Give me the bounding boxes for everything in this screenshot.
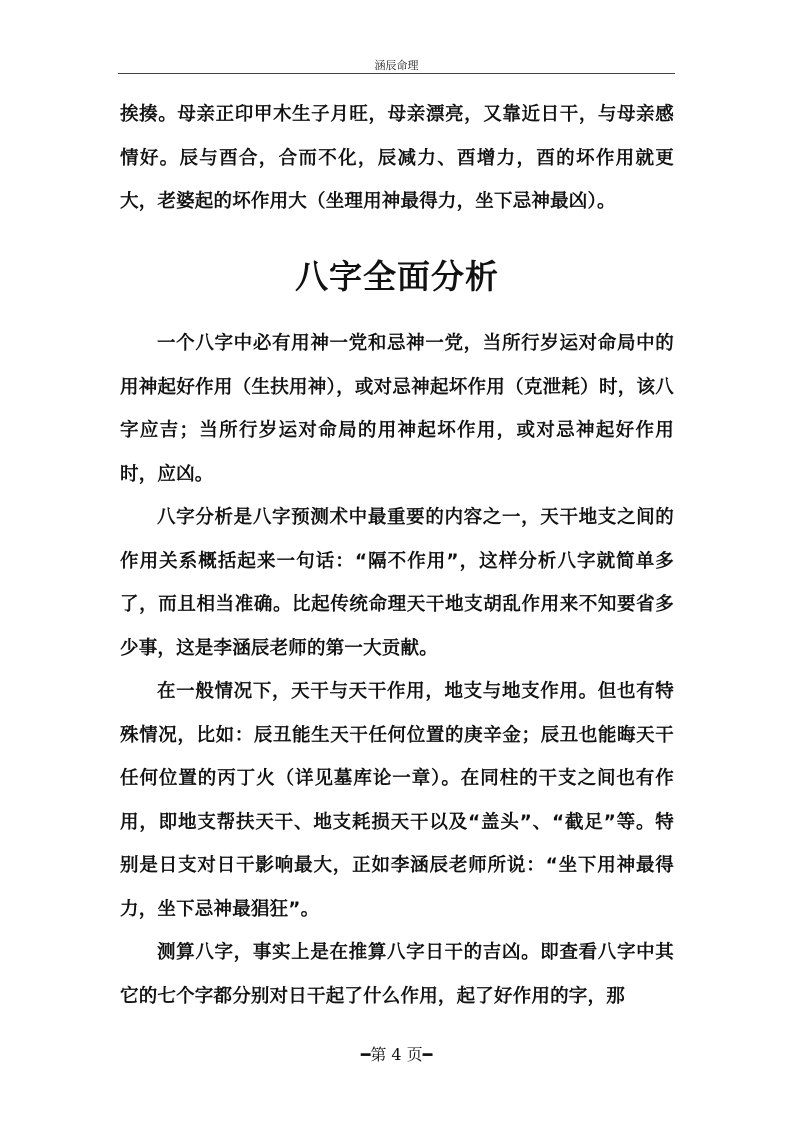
section-body [120, 322, 674, 1018]
section-heading: 八字全面分析 [295, 257, 499, 296]
paragraph-1: 一个八字中必有用神一党和忌神一党，当所行岁运对命局中的用神起好作用（生扶用神），或对忌神起坏作用（克泄耗）时，该八字应吉；当所行岁运对命局的用神起坏作用，或对忌神起好作用时，应凶。 [120, 333, 674, 485]
paragraph-4: 测算八字，事实上是在推算八字日干的吉凶。即查看八字中其它的七个字都分别对日干起了什么作用，起了好作用的字，那 [120, 942, 674, 1007]
paragraph-2: 八字分析是八字预测术中最重要的内容之一，天干地支之间的作用关系概括起来一句话：“隔不作用”，这样分析八字就简单多了，而且相当准确。比起传统命理天干地支胡乱作用来不知要省多少事，这是李涵辰老师的第一大贡献。 [120, 507, 674, 659]
running-header: 涵辰命理 [374, 59, 419, 72]
paragraph-3: 在一般情况下，天干与天干作用，地支与地支作用。但也有特殊情况，比如：辰丑能生天干任何位置的庚辛金；辰丑也能晦天干任何位置的丙丁火（详见墓库论一章）。在同柱的干支之间也有作用，即地支帮扶天干、地支耗损天干以及“盖头”、“截足”等。特别是日支对日干影响最大，正如李涵辰老师所说：“坐下用神最得力，坐下忌神最猖狂”。 [120, 681, 674, 920]
header-rule [118, 73, 675, 74]
intro-text-block [120, 93, 674, 224]
page-number: ━第 4 页━ [360, 1045, 433, 1064]
intro-paragraph: 挨揍。母亲正印甲木生子月旺，母亲漂亮，又靠近日干，与母亲感情好。辰与酉合，合而不化，辰减力、酉增力，酉的坏作用就更大，老婆起的坏作用大（坐理用神最得力，坐下忌神最凶）。 [120, 104, 674, 212]
